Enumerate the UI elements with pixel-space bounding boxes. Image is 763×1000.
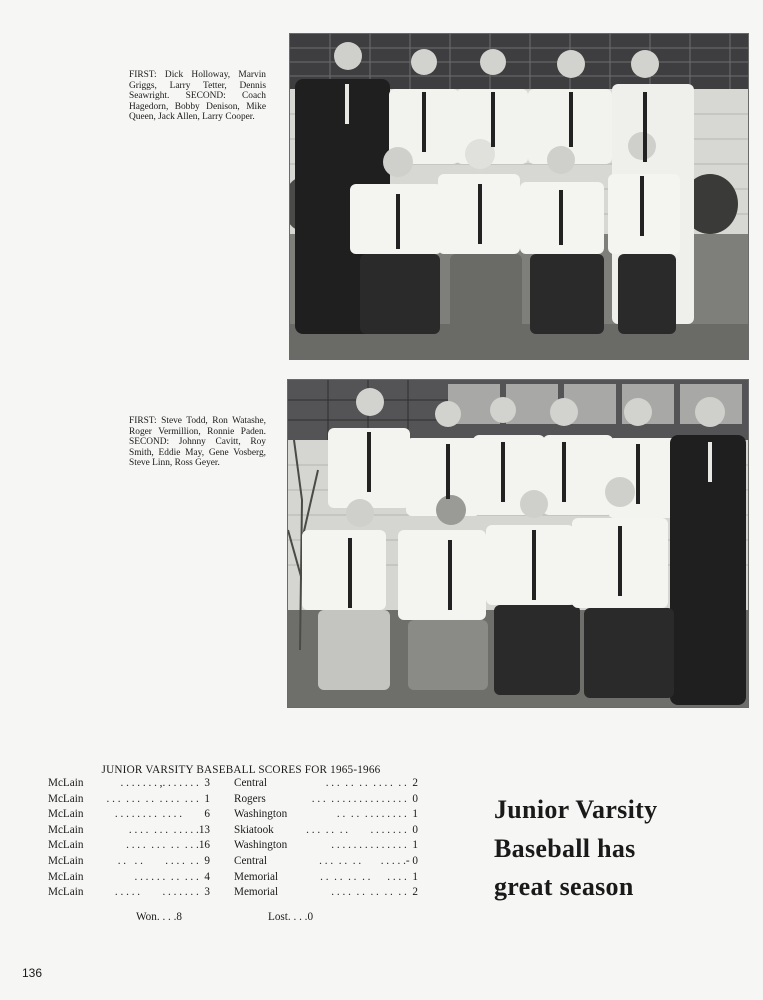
page-number: 136 [22, 966, 43, 980]
score-odots: . . . . . . . . . . . . . . 0 [306, 823, 418, 836]
score-odots: . . . . . . . . . . . . . . 1 [331, 839, 418, 852]
score-odots: . . . . . . . . . . . . 1 [320, 870, 418, 883]
headline-line: great season [494, 872, 634, 901]
score-odots: . . . . . . . . . . . . . 2 [325, 777, 418, 789]
score-row [48, 776, 422, 792]
headline [494, 791, 657, 907]
team-photo-top [289, 33, 749, 360]
score-row [48, 838, 422, 854]
scores-table [48, 764, 422, 929]
score-dots: . . . . . . . . . . 9 [117, 854, 210, 867]
photo-caption-top: FIRST: Dick Holloway, Marvin Griggs, Larry Tetter, Dennis Seawright. SECOND: Coach Hagedorn, Bobby Denison, Mike Queen, Jack Allen, Larry Cooper. [129, 70, 266, 123]
score-dots: . . . . . . . . . . . 4 [134, 870, 210, 883]
score-opponent: Rogers [234, 792, 266, 805]
score-team: McLain [48, 886, 84, 899]
score-opponent: Memorial [234, 886, 279, 899]
score-rows [48, 776, 422, 901]
scores-title: JUNIOR VARSITY BASEBALL SCORES FOR 1965-1966 [101, 764, 381, 776]
score-row [48, 854, 422, 870]
headline-line: Junior Varsity [494, 795, 658, 824]
score-dots: . . . . . . . . . . . .16 [126, 839, 210, 852]
score-row [48, 823, 422, 839]
lost-total: Lost. . . .0 [268, 910, 314, 923]
score-odots: . . . . . . . . . . . . 2 [331, 886, 418, 899]
score-odots: . . . . . . . . . . . . . . . . . 0 [311, 792, 418, 805]
score-odots: . . . . . . . . . . . .- 0 [319, 854, 418, 867]
score-row [48, 870, 422, 886]
score-opponent: Skiatook [234, 823, 274, 836]
score-team: McLain [48, 870, 84, 883]
score-opponent: Central [234, 777, 267, 789]
score-dots: . . . . . . . . . . . .13 [128, 823, 210, 836]
score-team: McLain [48, 777, 84, 789]
score-opponent: Washington [234, 808, 288, 821]
score-team: McLain [48, 808, 84, 821]
headline-line: Baseball has [494, 833, 636, 863]
score-team: McLain [48, 854, 84, 867]
score-dots: . . . . . . . . . . . . 6 [114, 808, 210, 821]
score-team: McLain [48, 792, 84, 805]
score-dots: . . . . . . . ,. . . . . . . 3 [120, 777, 210, 789]
score-row [48, 807, 422, 823]
team-photo-bottom [287, 379, 749, 708]
score-row [48, 792, 422, 808]
score-team: McLain [48, 823, 84, 836]
score-dots: . . . . . . . . . . . . 3 [114, 886, 210, 899]
score-team: McLain [48, 839, 84, 852]
score-row [48, 885, 422, 901]
score-dots: . . . . . . . . . . . . . . . 1 [106, 792, 210, 805]
won-total: Won. . . .8 [136, 910, 183, 923]
photo-caption-bottom: FIRST: Steve Todd, Ron Watashe, Roger Vermillion, Ronnie Paden. SECOND: Johnny Cavitt, Roy Smith, Eddie May, Gene Vosberg, Steve Linn, Ross Geyer. [129, 416, 266, 469]
score-opponent: Washington [234, 839, 288, 852]
score-opponent: Central [234, 854, 267, 867]
score-opponent: Memorial [234, 870, 279, 883]
scores-totals [48, 907, 422, 929]
score-odots: . . . . . . . . . . . . 1 [336, 808, 418, 821]
